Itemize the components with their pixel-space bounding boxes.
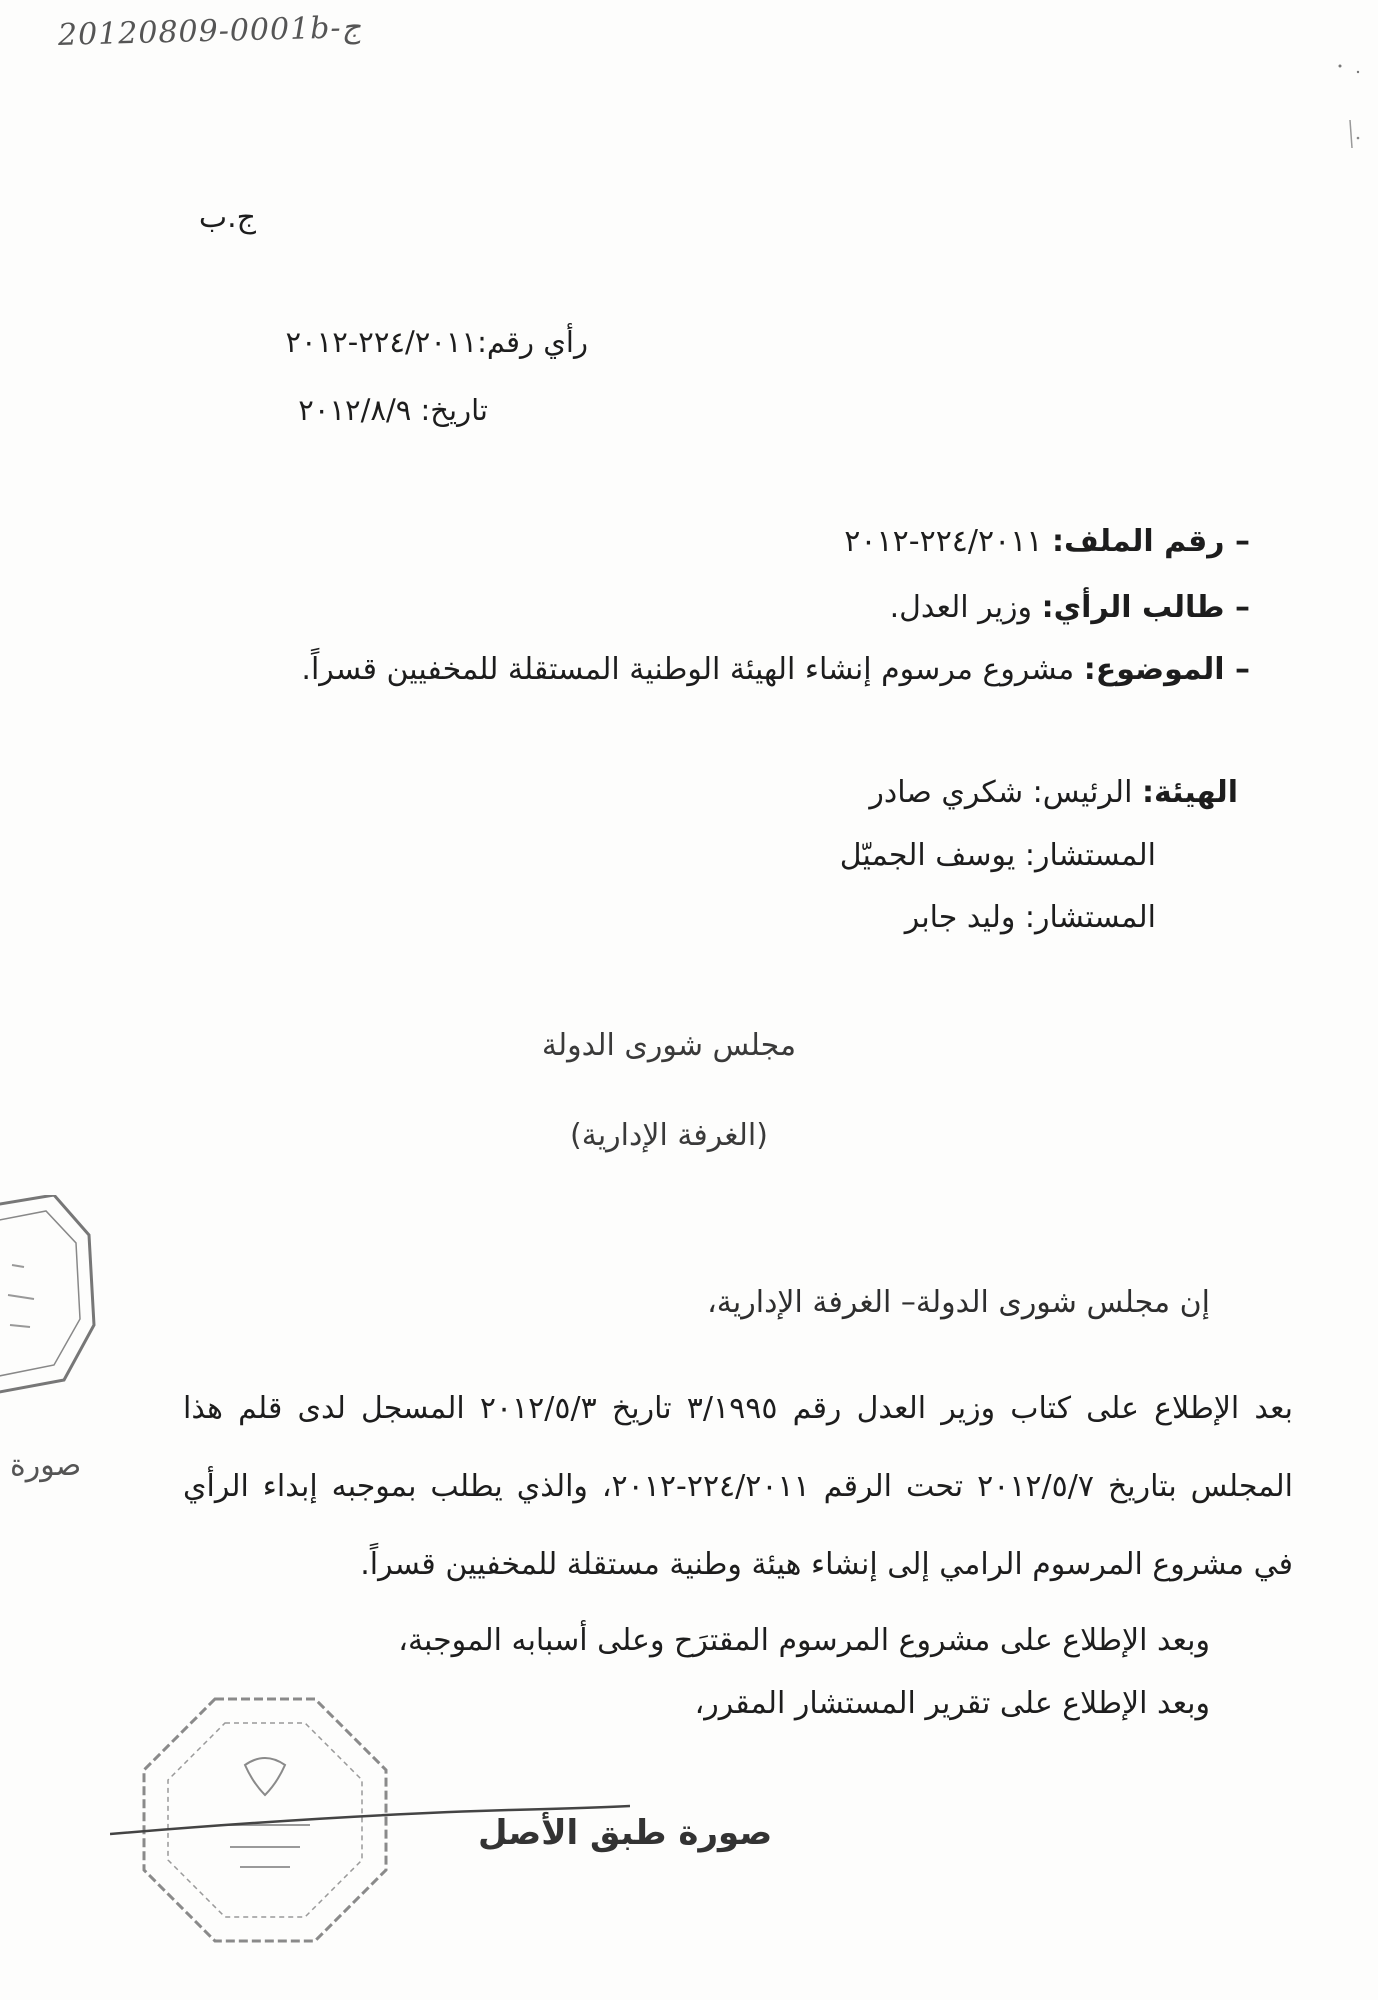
intro-line: إن مجلس شورى الدولة– الغرفة الإدارية، (707, 1285, 1210, 1320)
panel-president: الرئيس: شكري صادر (869, 775, 1133, 810)
subject-label: – الموضوع: (1083, 652, 1250, 687)
file-number-line (844, 524, 1250, 559)
panel-president-line (869, 775, 1238, 810)
opinion-date: تاريخ: ٢٠١٢/٨/٩ (298, 393, 488, 427)
requester-label: – طالب الرأي: (1041, 590, 1250, 625)
requester-line (890, 590, 1250, 625)
paragraph-draft-decree: وبعد الإطلاع على مشروع المرسوم المقترَح وعلى أسبابه الموجبة، (398, 1623, 1210, 1658)
subject-line (301, 652, 1250, 687)
file-number-label: – رقم الملف: (1052, 524, 1250, 559)
handwritten-reference: 20120809-0001b-ج (57, 10, 362, 53)
seal-stamp-left (0, 1195, 104, 1395)
panel-councillor-2: المستشار: وليد جابر (904, 900, 1156, 935)
paragraph-rapporteur-report: وبعد الإطلاع على تقرير المستشار المقرر، (694, 1686, 1210, 1721)
panel-councillor-1: المستشار: يوسف الجميّل (839, 838, 1156, 873)
opinion-number: رأي رقم:٢٢٤/٢٠١١-٢٠١٢ (285, 325, 588, 359)
requester-value: وزير العدل. (889, 590, 1033, 625)
council-title: مجلس شورى الدولة (541, 1028, 797, 1063)
subject-value: مشروع مرسوم إنشاء الهيئة الوطنية المستقلة للمخفيين قسراً. (301, 652, 1075, 687)
author-initials: ج.ب (198, 200, 256, 235)
panel-label: الهيئة: (1141, 775, 1238, 810)
scan-edge-marks (1318, 20, 1378, 220)
file-number-value: ٢٢٤/٢٠١١-٢٠١٢ (844, 524, 1043, 559)
certified-copy-stamp: صورة طبق الأصل (478, 1813, 773, 1853)
paragraph-justice-letter: بعد الإطلاع على كتاب وزير العدل رقم ٣/١٩٩٥ تاريخ ٢٠١٢/٥/٣ المسجل لدى قلم هذا المجلس بتاريخ ٢٠١٢/٥/٧ تحت الرقم ٢٢٤/٢٠١١-٢٠١٢، والذي يطلب بموجبه إبداء الرأي في مشروع المرسوم الرامي إلى إنشاء هيئة وطنية مستقلة للمخفيين قسراً. (183, 1391, 1293, 1582)
chamber-title: (الغرفة الإدارية) (570, 1118, 768, 1153)
side-stamp-text: صورة (10, 1448, 82, 1483)
